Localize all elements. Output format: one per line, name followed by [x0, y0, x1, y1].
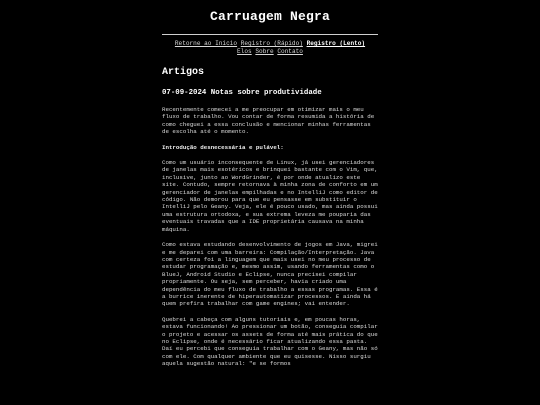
page-container	[162, 0, 378, 368]
post-paragraph: Como um usuário inconsequente de Linux, já usei gerenciadores de janelas mais esotéricos e brinquei bastante com o Vim, que, inclusive, junto ao WordGrinder, é por onde atualizo este site. Contudo, sempre retornava à minha zona de conforto em um gerenciador de janelas empilhadas e no IntelliJ como editor de código. Não demorou para que eu pensasse em substituir o IntelliJ pelo Geany. Veja, ele é pouco usado, mas ainda possui uma estrutura ortodoxa, e sua extrema leveza me pouparia das eventuais travadas que a IDE proprietária causava na minha máquina.	[162, 159, 378, 233]
post-paragraph: Quebrei a cabeça com alguns tutoriais e, em poucas horas, estava funcionando! Ao pressionar um botão, conseguia compilar o projeto e acessar os assets de forma até mais prática do que no Eclipse, onde é necessário ficar atualizando essa pasta. Daí eu percebi que conseguia trabalhar com o Geany, mas não só com ele. Com qualquer ambiente que eu quisesse. Nisso surgiu aquela sugestão natural: "e se formos	[162, 315, 378, 368]
post-body	[162, 106, 378, 368]
nav-link-inicio[interactable]: Retorne ao Início	[174, 40, 238, 47]
post-paragraph: Recentemente comecei a me preocupar em otimizar mais o meu fluxo de trabalho. Vou contar de forma resumida a história de como cheguei a essa conclusão e mencionar minhas ferramentas de escolha até o momento.	[162, 106, 375, 136]
post-heading: 07-09-2024 Notas sobre produtividade	[162, 89, 322, 97]
section-title: Artigos	[162, 67, 205, 78]
nav-link-elos[interactable]: Elos	[237, 48, 252, 55]
nav-link-contato[interactable]: Contato	[277, 48, 303, 55]
nav-link-registro-lento[interactable]: Registro (Lento)	[306, 40, 366, 47]
header-divider	[162, 34, 378, 35]
nav-link-sobre[interactable]: Sobre	[255, 48, 274, 55]
main-nav	[162, 40, 378, 56]
post-subheading: Introdução desnecessária e pulável:	[162, 143, 284, 151]
post-paragraph: Como estava estudando desenvolvimento de jogos em Java, migrei e me deparei com uma barreira: Compilação/Interpretação. Java com certeza foi a linguagem que mais usei no meu processo de estudar programação e, mesmo assim, usando ferramentas como o BlueJ, Android Studio e Eclipse, nunca precisei compilar propriamente. Ou seja, sem perceber, havia criado uma dependência do meu fluxo de trabalho a essas programas. Essa é a burrice inerente de hiperautomatizar processos. E ainda há quem prefira trabalhar com game engines; vai entender.	[162, 241, 378, 308]
nav-link-registro-rapido[interactable]: Registro (Rápido)	[240, 40, 303, 47]
site-title: Carruagem Negra	[209, 9, 331, 24]
